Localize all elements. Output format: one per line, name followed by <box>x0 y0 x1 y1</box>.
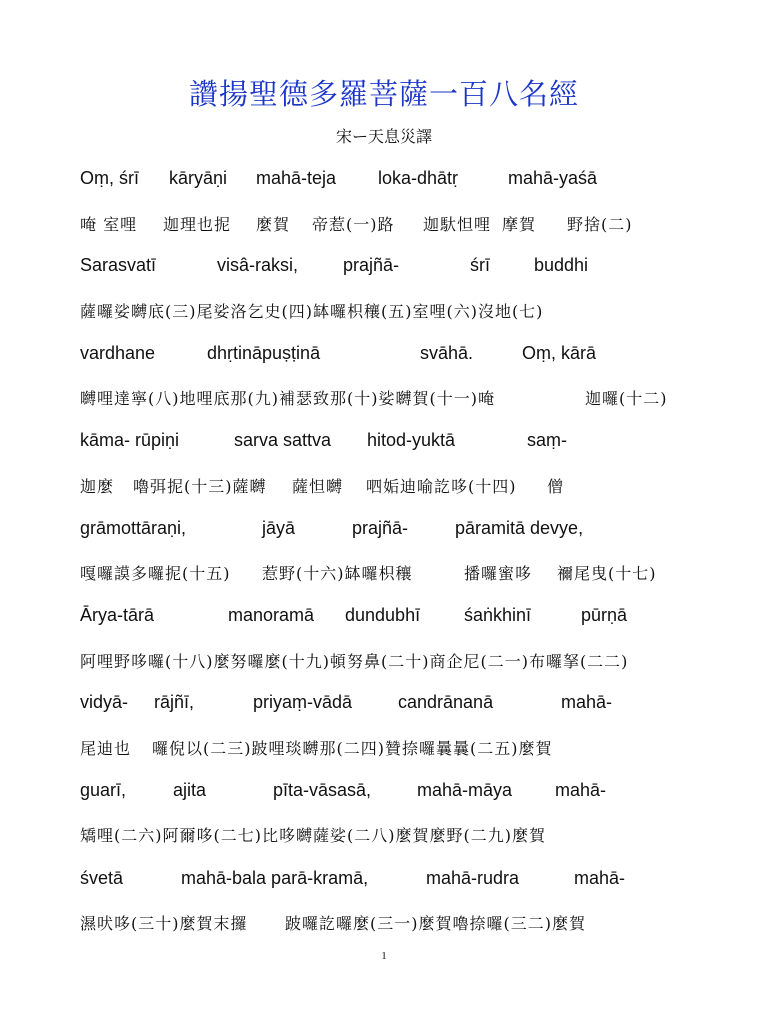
text-line-chinese <box>80 823 700 849</box>
text-line-chinese <box>80 212 700 238</box>
line-segment: saṃ- <box>527 430 567 450</box>
sutra-title: 讚揚聖德多羅菩薩一百八名經 <box>188 77 579 111</box>
line-segment: buddhi <box>534 255 589 275</box>
text-line-romanized <box>80 780 700 806</box>
line-segment: Sarasvatī <box>80 255 157 275</box>
line-segment: pāramitā devye, <box>455 518 584 538</box>
line-segment: priyaṃ-vādā <box>253 692 353 712</box>
line-segment: mahā-bala parā-kramā, <box>181 868 369 888</box>
text-line-chinese <box>80 474 700 500</box>
translator-credit: 宋ー天息災譯 <box>335 127 432 146</box>
line-segment: jāyā <box>262 518 296 538</box>
line-segment: mahā-teja <box>256 168 337 188</box>
line-segment: śaṅkhinī <box>464 605 532 625</box>
line-segment: rājñī, <box>154 692 195 712</box>
line-segment: prajñā- <box>352 518 409 538</box>
line-segment: mahā- <box>574 868 626 888</box>
line-segment: prajñā- <box>343 255 400 275</box>
line-segment: grāmottāraṇi, <box>80 518 187 538</box>
line-segment: 薩囉娑嚩底(三)尾娑洛乞史(四)缽囉枳穰(五)室哩(六)沒地(七) <box>80 302 544 321</box>
line-segment: mahā-rudra <box>426 868 520 888</box>
line-segment: 唵 室哩 <box>80 215 138 234</box>
line-segment: 摩賀 <box>502 215 537 234</box>
line-segment: mahā- <box>561 692 613 712</box>
line-segment: 僧 <box>547 477 565 496</box>
text-line-chinese <box>80 649 700 675</box>
line-segment: mahā- <box>555 780 607 800</box>
line-segment: 迦囉(十二) <box>585 389 668 408</box>
line-segment: 囉倪以(二三)跛哩琰嚩那(二四)贊捺囉曩曩(二五)麼賀 <box>152 739 553 758</box>
line-segment: ajita <box>173 780 207 800</box>
line-segment: kāryāṇi <box>169 168 228 188</box>
line-segment: 阿哩野哆囉(十八)麼努囉麼(十九)頓努鼻(二十)商企尼(二一)布囉拏(二二) <box>80 652 629 671</box>
line-segment: kāma- rūpiṇi <box>80 430 180 450</box>
text-line-romanized <box>80 255 700 281</box>
line-segment: 嚩哩達寧(八)地哩底那(九)補瑟致那(十)娑嚩賀(十一)唵 <box>80 389 495 408</box>
line-segment: mahā-māya <box>417 780 513 800</box>
line-segment: loka-dhātṛ <box>378 168 459 188</box>
text-line-romanized <box>80 343 700 369</box>
line-segment: mahā-yaśā <box>508 168 598 188</box>
line-segment: 嘎囉謨多囉抳(十五) <box>80 564 231 583</box>
line-segment: candrānanā <box>398 692 494 712</box>
line-segment: pūrṇā <box>581 605 628 625</box>
line-segment: svāhā. <box>420 343 474 363</box>
line-segment: 濕吠哆(三十)麼賀末攞 <box>80 914 248 933</box>
line-segment: śrī <box>470 255 490 275</box>
text-line-chinese <box>80 911 700 937</box>
line-segment: visâ-raksi, <box>217 255 299 275</box>
text-line-romanized <box>80 692 700 718</box>
line-segment: 迦麼 <box>80 477 115 496</box>
line-segment: 尾迪也 <box>80 739 132 758</box>
text-line-chinese <box>80 736 700 762</box>
text-line-romanized <box>80 430 700 456</box>
line-segment: 薩怛嚩 <box>292 477 344 496</box>
line-segment: Oṃ, kārā <box>522 343 597 363</box>
line-segment: Ārya-tārā <box>80 605 155 625</box>
line-segment: dundubhī <box>345 605 421 625</box>
line-segment: hitod-yuktā <box>367 430 456 450</box>
line-segment: pīta-vāsasā, <box>273 780 372 800</box>
line-segment: vardhane <box>80 343 156 363</box>
line-segment: 帝惹(一)路 <box>312 215 395 234</box>
line-segment: 播囉蜜哆 <box>464 564 533 583</box>
line-segment: 野捨(二) <box>567 215 633 234</box>
line-segment: dhṛtināpuṣṭinā <box>207 343 321 363</box>
text-line-romanized <box>80 168 700 194</box>
line-segment: manoramā <box>228 605 315 625</box>
line-segment: 嚕弭抳(十三)薩嚩 <box>133 477 267 496</box>
text-line-romanized <box>80 605 700 631</box>
line-segment: 矯哩(二六)阿爾哆(二七)比哆嚩薩娑(二八)麼賀麼野(二九)麼賀 <box>80 826 546 845</box>
text-line-chinese <box>80 299 700 325</box>
text-line-romanized <box>80 868 700 894</box>
line-segment: guarī, <box>80 780 127 800</box>
line-segment: 禰尾曳(十七) <box>557 564 657 583</box>
text-line-chinese <box>80 386 700 412</box>
line-segment: 惹野(十六)缽囉枳穰 <box>262 564 413 583</box>
line-segment: sarva sattva <box>234 430 332 450</box>
text-line-chinese <box>80 561 700 587</box>
line-segment: 呬姤迪喻訖哆(十四) <box>366 477 517 496</box>
line-segment: Oṃ, śrī <box>80 168 139 188</box>
line-segment: 迦理也抳 <box>163 215 232 234</box>
line-segment: vidyā- <box>80 692 129 712</box>
line-segment: 迦馱怛哩 <box>423 215 492 234</box>
line-segment: 麼賀 <box>256 215 291 234</box>
page-number: 1 <box>381 950 387 962</box>
line-segment: śvetā <box>80 868 124 888</box>
text-line-romanized <box>80 518 700 544</box>
line-segment: 跛囉訖囉麼(三一)麼賀嚕捺囉(三二)麼賀 <box>285 914 586 933</box>
